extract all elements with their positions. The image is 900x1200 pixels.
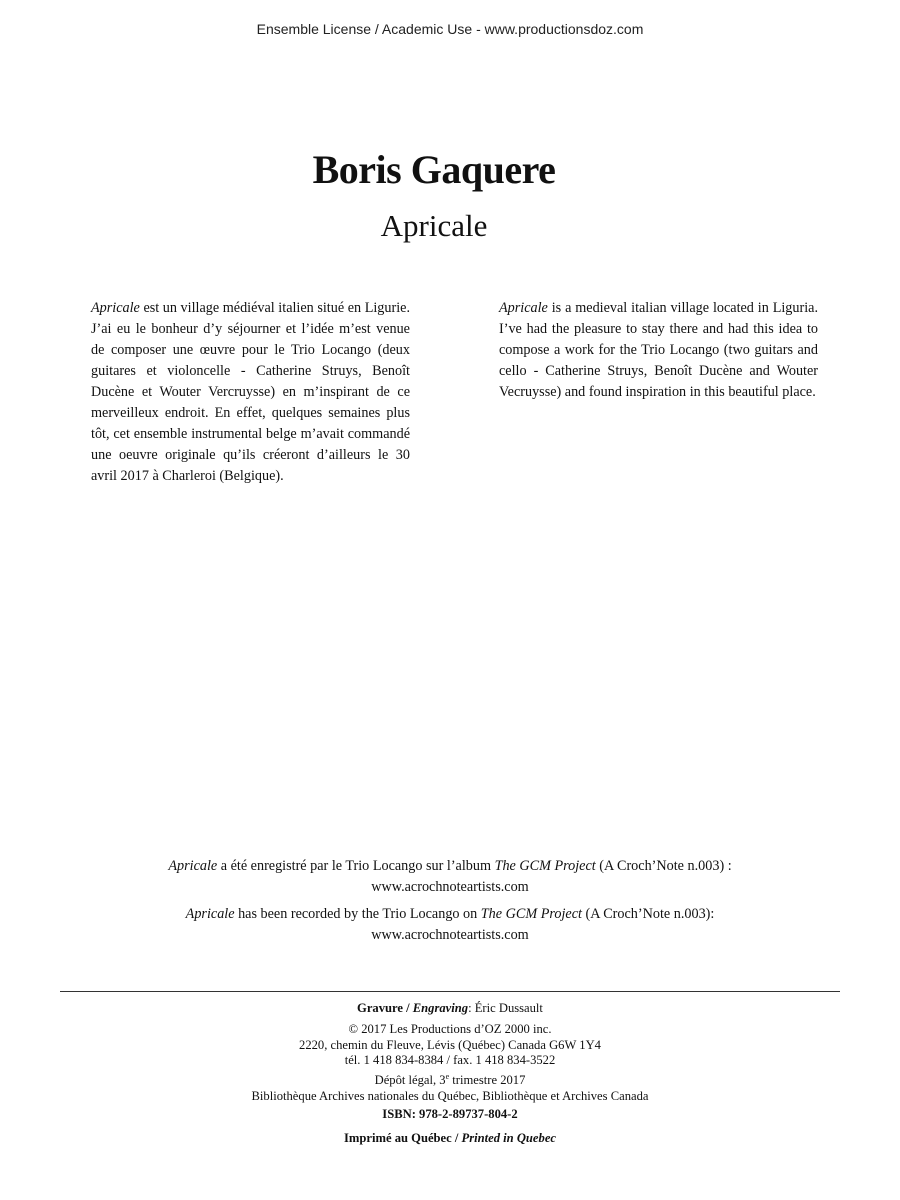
publisher-phone: tél. 1 418 834-8384 / fax. 1 418 834-3522 xyxy=(344,1053,556,1067)
recording-text: a été enregistré par le Trio Locango sur l’album xyxy=(217,858,495,874)
footer-divider xyxy=(60,991,840,992)
program-note-french xyxy=(91,298,410,487)
library-archives: Bibliothèque Archives nationales du Québec, Bibliothèque et Archives Canada xyxy=(251,1088,649,1103)
recording-url: www.acrochnoteartists.com xyxy=(371,927,529,943)
note-body-english: is a medieval italian village located in Liguria. I’ve had the pleasure to stay there and had this idea to compose a work for the Trio Locango (two guitars and cello - Catherine Struys, Benoît Ducène and Wouter Vecruysse) and found inspiration in this beautiful place. xyxy=(499,300,818,400)
work-title: Apricale xyxy=(380,208,488,243)
publisher-address: 2220, chemin du Fleuve, Lévis (Québec) Canada G6W 1Y4 xyxy=(299,1037,601,1052)
recording-url: www.acrochnoteartists.com xyxy=(371,879,529,895)
work-title-italic: Apricale xyxy=(91,300,140,316)
engraving-label-en: Engraving xyxy=(412,1001,469,1015)
engraving-label: Gravure / xyxy=(357,1001,413,1015)
engraving-credit xyxy=(0,1001,900,1017)
composer-name: Boris Gaquere xyxy=(312,147,556,192)
isbn: ISBN: 978-2-89737-804-2 xyxy=(382,1107,518,1121)
program-note-english xyxy=(499,298,818,403)
recording-text: has been recorded by the Trio Locango on xyxy=(234,906,481,922)
printed-in-en: Printed in Quebec xyxy=(461,1131,556,1145)
recording-note-french xyxy=(0,856,900,898)
note-body-french: est un village médiéval italien situé en Ligurie. J’ai eu le bonheur d’y séjourner et l’idée m’est venue de composer une œuvre pour le Trio Locango (deux guitares et violoncelle - Catherine Struys, Benoît Ducène et Wouter Vercruysse) en m’inspirant de ce merveilleux endroit. En effet, quelques semaines plus tôt, cet ensemble instrumental belge m’avait commandé une oeuvre originale qu’ils créeront d’ailleurs le 30 avril 2017 à Charleroi (Belgique). xyxy=(91,300,410,484)
work-title-italic: Apricale xyxy=(499,300,548,316)
recording-work-italic: Apricale xyxy=(185,906,235,922)
printed-in-fr: Imprimé au Québec / xyxy=(344,1131,462,1145)
license-header: Ensemble License / Academic Use - www.productionsdoz.com xyxy=(256,21,644,37)
legal-deposit xyxy=(0,1073,900,1089)
printed-in xyxy=(0,1131,900,1147)
legal-deposit-suffix: trimestre 2017 xyxy=(449,1073,526,1087)
album-title: The GCM Project xyxy=(480,906,582,922)
legal-deposit-prefix: Dépôt légal, 3 xyxy=(374,1073,446,1087)
album-title: The GCM Project xyxy=(494,858,596,874)
recording-text: (A Croch’Note n.003): xyxy=(581,906,715,922)
recording-work-italic: Apricale xyxy=(168,858,218,874)
engraver-name: : Éric Dussault xyxy=(468,1001,543,1015)
copyright-line: © 2017 Les Productions d’OZ 2000 inc. xyxy=(348,1022,552,1036)
legal-deposit-sup: e xyxy=(445,1071,450,1081)
recording-text: (A Croch’Note n.003) : xyxy=(595,858,732,874)
recording-note-english xyxy=(0,904,900,946)
